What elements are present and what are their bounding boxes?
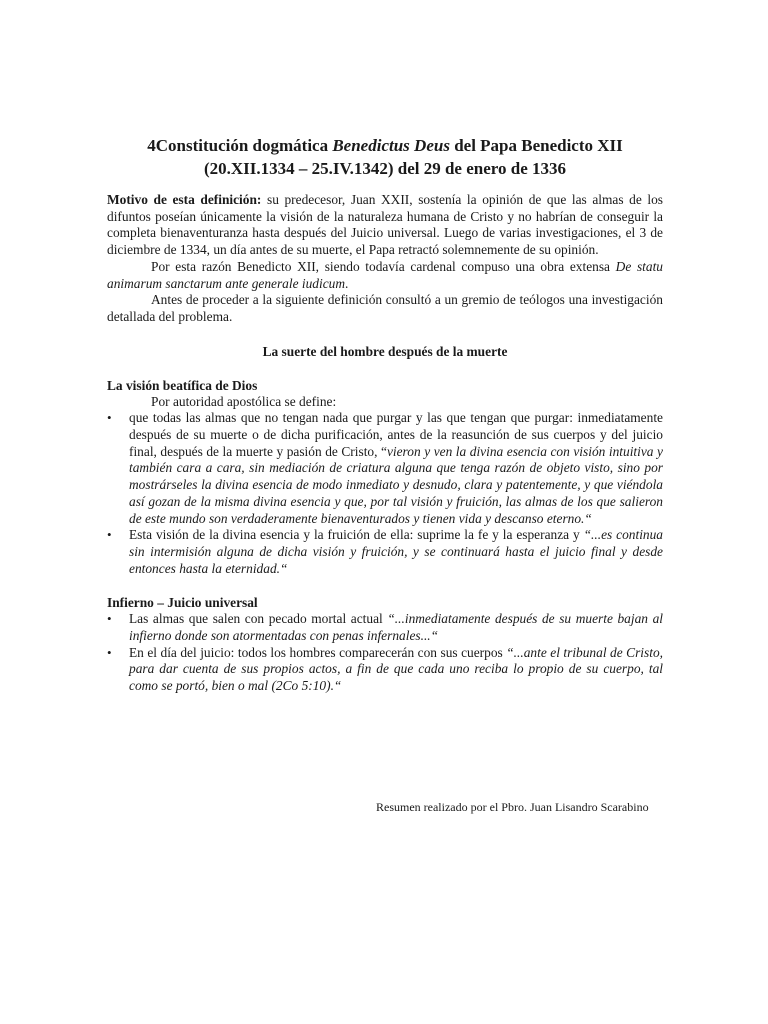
bullet-text: En el día del juicio: todos los hombres comparecerán con sus cuerpos [129, 644, 507, 660]
section-title-suerte: La suerte del hombre después de la muerte [262, 343, 508, 359]
document-body [107, 192, 663, 695]
vision-bullet-list [107, 410, 663, 577]
title-line-1 [107, 134, 663, 157]
vision-intro: Por autoridad apostólica se define: [151, 393, 337, 409]
list-item [107, 410, 663, 527]
bullet-icon: • [107, 644, 112, 660]
benedicto-text: Por esta razón Benedicto XII, siendo todavía cardenal compuso una obra extensa [151, 258, 616, 274]
signature-line: Resumen realizado por el Pbro. Juan Lisandro Scarabino [376, 800, 649, 814]
bullet-icon: • [107, 611, 112, 627]
motivo-text: su predecesor, Juan XXII, sostenía la opinión de que las almas de los difuntos poseían únicamente la visión de la naturaleza humana de Cristo y no habrían de conseguir la completa bienaventuranza hasta después del Juicio universal. Luego de varias investigaciones, el 3 de diciembre de 1334, un día antes de su muerte, el Papa retractó solemnemente de su opinión. [107, 192, 663, 258]
document-title [107, 134, 663, 180]
benedicto-end: . [345, 275, 349, 291]
bullet-icon: • [107, 527, 112, 543]
list-item [107, 645, 663, 695]
title-prefix: 4Constitución dogmática [147, 136, 333, 155]
bullet-text: Esta visión de la divina esencia y la fruición de ella: suprime la fe y la esperanza y [129, 527, 584, 543]
heading-vision: La visión beatífica de Dios [107, 377, 258, 393]
heading-infierno: Infierno – Juicio universal [107, 595, 258, 611]
bullet-italic: vieron y ven la divina esencia con visión intuitiva y también cara a cara, sin mediación de criatura alguna que tenga razón de objeto visto, sino por mostrárseles la divina esencia de modo inmediato y desnudo, clara y patentemente, y que viéndola así gozan de la misma divina esencia y que, por tal visión y fruición, las almas de los que salieron de este mundo son verdaderamente bienaventurados y tienen vida y descanso eterno.“ [129, 443, 663, 526]
title-italic: Benedictus Deus [332, 136, 450, 155]
bullet-italic: “...ante el tribunal de Cristo, para dar cuenta de sus propios actos, a fin de que cada uno reciba lo propio de su cuerpo, tal como se portó, bien o mal (2Co 5:10).“ [129, 644, 663, 694]
motivo-paragraph [107, 192, 663, 259]
infierno-bullet-list [107, 611, 663, 695]
bullet-italic: “...inmediatamente después de su muerte bajan al infierno donde son atormentadas con penas infernales...“ [129, 611, 663, 644]
teologos-paragraph: Antes de proceder a la siguiente definición consultó a un gremio de teólogos una investigación detallada del problema. [107, 292, 663, 324]
bullet-italic: “...es continua sin intermisión alguna de dicha visión y fruición, y se continuará hasta el juicio final y desde entonces hasta la eternidad.“ [129, 527, 663, 576]
list-item [107, 611, 663, 644]
title-suffix: del Papa Benedicto XII [449, 136, 623, 155]
bullet-icon: • [107, 410, 112, 426]
benedicto-paragraph [107, 259, 663, 292]
document-page [107, 134, 663, 695]
benedicto-italic: De statu animarum sanctarum ante generale iudicum [107, 258, 663, 291]
list-item [107, 527, 663, 577]
title-line-2: (20.XII.1334 – 25.IV.1342) del 29 de enero de 1336 [203, 159, 567, 178]
motivo-label: Motivo de esta definición: [107, 192, 262, 207]
bullet-text: que todas las almas que no tengan nada que purgar y las que tengan que purgar: inmediatamente después de su muerte o de dicha purificación, antes de la reasunción de sus cuerpos y del juicio final, después de la muerte y pasión de Cristo, “ [129, 410, 663, 459]
bullet-text: Las almas que salen con pecado mortal actual [129, 611, 388, 627]
